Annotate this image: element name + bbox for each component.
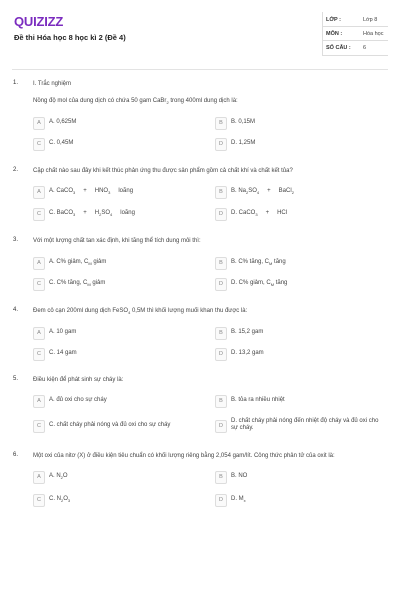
- question-number: 3.: [13, 237, 19, 243]
- exam-title: Đề thi Hóa học 8 học kì 2 (Đề 4): [14, 33, 126, 42]
- option-letter: A: [33, 327, 45, 340]
- option-letter: C: [33, 278, 45, 291]
- header-divider: [12, 69, 388, 70]
- option-letter: C: [33, 208, 45, 221]
- option-letter: B: [215, 395, 227, 408]
- question-text: Nồng độ mol của dung dịch có chứa 50 gam CaBr$_2$ trong 400ml dung dịch là:: [33, 98, 238, 106]
- question-number: 6.: [13, 452, 19, 458]
- option-letter: B: [215, 471, 227, 484]
- worksheet-header: QUIZIZZ Đề thi Hóa học 8 học kì 2 (Đề 4) LỚP : Lớp 8 MÔN : Hóa học SỐ CÂU : 6: [0, 0, 400, 70]
- quizizz-logo: QUIZIZZ: [14, 14, 64, 29]
- option-letter: A: [33, 257, 45, 270]
- option-letter: C: [33, 138, 45, 151]
- option-letter: D: [215, 278, 227, 291]
- question-text: Đem cô cạn 200ml dung dịch FeSO$_4$ 0,5M thì khối lượng muối khan thu được là:: [33, 308, 248, 316]
- question-text: Một oxi của nitơ (X) ở điều kiện tiêu chuẩn có khối lượng riêng bằng 2,054 gam/lít. Công thức phân tử của oxit là:: [33, 453, 335, 459]
- option-letter: B: [215, 257, 227, 270]
- option-letter: D: [215, 420, 227, 433]
- question-text: Điều kiện để phát sinh sự cháy là:: [33, 377, 124, 383]
- question-text: Với một lượng chất tan xác định, khi tăng thể tích dung môi thì:: [33, 238, 201, 244]
- question-number: 2.: [13, 167, 19, 173]
- question-number: 5.: [13, 376, 19, 382]
- option-letter: B: [215, 186, 227, 199]
- option-letter: D: [215, 208, 227, 221]
- option-letter: A: [33, 395, 45, 408]
- option-letter: C: [33, 348, 45, 361]
- option-letter: A: [33, 186, 45, 199]
- section-title: I. Trắc nghiệm: [33, 81, 72, 87]
- option-letter: A: [33, 471, 45, 484]
- question-text: Cặp chất nào sau đây khi kết thúc phản ứng thu được sản phẩm gồm cả chất khí và chất kết tủa?: [33, 168, 293, 174]
- option-letter: D: [215, 138, 227, 151]
- question-number: 1.: [13, 80, 19, 86]
- option-letter: B: [215, 327, 227, 340]
- option-letter: D: [215, 494, 227, 507]
- question-number: 4.: [13, 307, 19, 313]
- option-letter: D: [215, 348, 227, 361]
- option-letter: A: [33, 117, 45, 130]
- option-letter: C: [33, 420, 45, 433]
- option-letter: B: [215, 117, 227, 130]
- option-letter: C: [33, 494, 45, 507]
